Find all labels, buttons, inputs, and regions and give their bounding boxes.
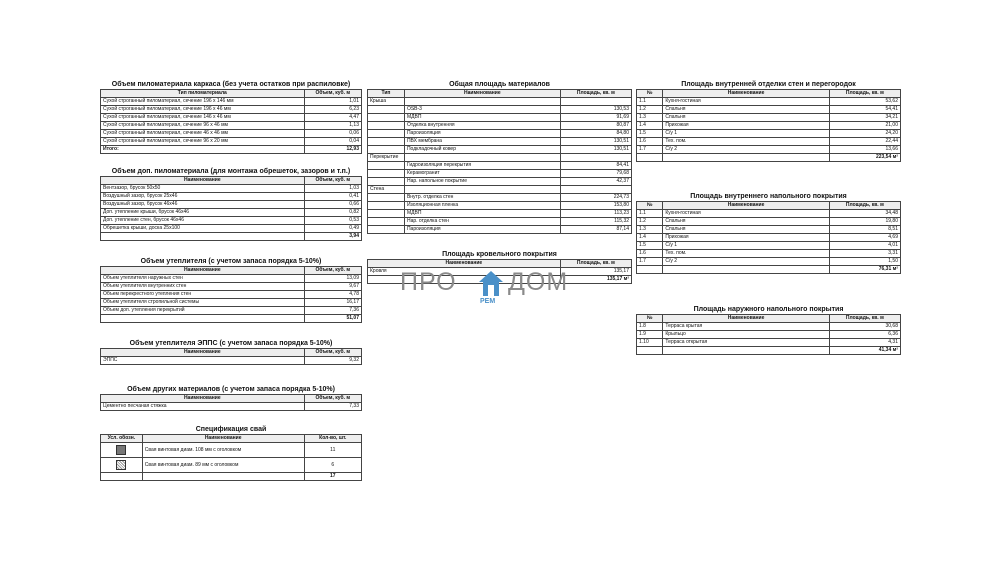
- table-cell: 9,67: [304, 283, 361, 291]
- table-cell: [560, 186, 631, 194]
- table-row: [637, 98, 901, 106]
- table-cell: Подкладочный ковер: [404, 146, 560, 154]
- table-cell: 1.7: [637, 258, 663, 266]
- table-cell: Объем утеплителя стропильной системы: [101, 299, 305, 307]
- table-cell: Объем доп. утепления перекрытий: [101, 307, 305, 315]
- col-header: Объем, куб. м: [304, 395, 361, 403]
- table-row: [101, 201, 362, 209]
- table-cell: 1.5: [637, 130, 663, 138]
- table-cell: Вентзазор, брусок 50х50: [101, 185, 305, 193]
- table-cell: 21,00: [829, 122, 900, 130]
- table-cell: Цементно песчаная стяжка: [101, 403, 305, 411]
- table-row: [637, 138, 901, 146]
- table-cell: Пароизоляция: [404, 130, 560, 138]
- table-cell: [368, 226, 405, 234]
- table-cell: 0,06: [304, 130, 361, 138]
- table-cell: 113,23: [560, 210, 631, 218]
- table-row: [101, 193, 362, 201]
- table-row: [637, 331, 901, 339]
- table-row: [637, 122, 901, 130]
- table-cell: МДВП: [404, 210, 560, 218]
- table-cell: [101, 315, 305, 323]
- table-cell: 4,69: [829, 234, 900, 242]
- table-row: [368, 226, 632, 234]
- table-cell: 13,66: [829, 146, 900, 154]
- materials-title: Общая площадь материалов: [449, 81, 550, 88]
- table-cell: 1.3: [637, 226, 663, 234]
- interior-floor-block: [636, 193, 901, 274]
- table-cell: 22,44: [829, 138, 900, 146]
- table-row: [368, 162, 632, 170]
- col-header: Объем, куб. м: [304, 90, 361, 98]
- exterior-floor-block: [636, 306, 901, 355]
- table-cell: Сухой строганный пиломатериал, сечение 196 х 46 мм: [101, 106, 305, 114]
- table-row: [637, 106, 901, 114]
- table-cell: 42,37: [560, 178, 631, 186]
- other-block: [100, 386, 362, 411]
- table-cell: С/у 2: [663, 146, 829, 154]
- exterior-floor-title: Площадь наружного напольного покрытия: [693, 306, 844, 313]
- col-header: Кол-во, шт.: [304, 435, 361, 443]
- table-cell: Сухой строганный пиломатериал, сечение 46 х 46 мм: [101, 130, 305, 138]
- table-cell: [637, 347, 663, 355]
- table-cell: Спальня: [663, 106, 829, 114]
- piles-table: [100, 434, 362, 481]
- table-cell: Керамогранит: [404, 170, 560, 178]
- col-header: Объем, куб. м: [304, 349, 361, 357]
- table-cell: [368, 218, 405, 226]
- table-cell: Кухня-гостиная: [663, 98, 829, 106]
- table-cell: 87,14: [560, 226, 631, 234]
- table-cell: [663, 154, 829, 162]
- table-cell: 16,17: [304, 299, 361, 307]
- table-cell: Спальня: [663, 226, 829, 234]
- table-cell: С/у 1: [663, 242, 829, 250]
- col-header: Объем, куб. м: [304, 267, 361, 275]
- table-cell: 4,47: [304, 114, 361, 122]
- insulation-table: [100, 266, 362, 323]
- table-cell: 1.3: [637, 114, 663, 122]
- col-header: Наименование: [663, 315, 829, 323]
- table-cell: [368, 130, 405, 138]
- table-cell: [368, 122, 405, 130]
- table-cell: Сухой строганный пиломатериал, сечение 196 х 146 мм: [101, 98, 305, 106]
- table-cell: Тех. пом.: [663, 250, 829, 258]
- pile-89-symbol-icon: [116, 460, 126, 470]
- table-cell: 1,50: [829, 258, 900, 266]
- other-table: [100, 394, 362, 411]
- col-header: Наименование: [101, 267, 305, 275]
- table-cell: Свая винтовая диам. 89 мм с оголовком: [142, 458, 304, 473]
- table-cell: [637, 266, 663, 274]
- table-cell: ПВХ мембрана: [404, 138, 560, 146]
- table-cell: Сухой строганный пиломатериал, сечение 146 х 46 мм: [101, 114, 305, 122]
- table-row: [368, 154, 632, 162]
- table-cell: 11: [304, 443, 361, 458]
- table-cell: 1,01: [304, 98, 361, 106]
- table-row: [101, 291, 362, 299]
- col-header: Площадь, кв. м: [829, 90, 900, 98]
- prodom-logo: [400, 268, 570, 312]
- table-cell: Свая винтовая диам. 108 мм с оголовком: [142, 443, 304, 458]
- table-row: [101, 122, 362, 130]
- col-header: Наименование: [142, 435, 304, 443]
- table-row: [101, 458, 362, 473]
- extra-lumber-block: [100, 168, 362, 241]
- table-cell: 1.5: [637, 242, 663, 250]
- col-header: Площадь, кв. м: [829, 315, 900, 323]
- table-cell: 0,04: [304, 138, 361, 146]
- table-row: [368, 218, 632, 226]
- col-header: №: [637, 202, 663, 210]
- table-cell: 153,80: [560, 202, 631, 210]
- table-cell: 9,32: [304, 357, 361, 365]
- table-cell: 0,66: [304, 201, 361, 209]
- lumber-title: Объем пиломатериала каркаса (без учета остатков при распиловке): [111, 81, 351, 88]
- table-cell: Изоляционная пленка: [404, 202, 560, 210]
- table-cell: 224,73: [560, 194, 631, 202]
- col-header: Усл. обозн.: [101, 435, 143, 443]
- table-cell: 1.10: [637, 339, 663, 347]
- table-cell: 1,13: [304, 122, 361, 130]
- table-cell: 3,94: [304, 233, 361, 241]
- table-cell: Доп. утепление стен, брусок 46х46: [101, 217, 305, 225]
- table-cell: Спальня: [663, 114, 829, 122]
- extra-lumber-title: Объем доп. пиломатериала (для монтажа обрешеток, зазоров и т.п.): [111, 168, 351, 175]
- table-cell: Гидроизоляция перекрытия: [404, 162, 560, 170]
- table-cell: OSB-3: [404, 106, 560, 114]
- table-row: [101, 283, 362, 291]
- table-cell: 8,51: [829, 226, 900, 234]
- table-row: [637, 130, 901, 138]
- table-cell: [368, 202, 405, 210]
- table-cell: 4,78: [304, 291, 361, 299]
- col-header: Площадь, кв. м: [829, 202, 900, 210]
- table-cell: [404, 154, 560, 162]
- col-header: Площадь, кв. м: [560, 90, 631, 98]
- col-header: Наименование: [368, 260, 561, 268]
- table-row: [101, 130, 362, 138]
- total-row: [101, 146, 362, 154]
- table-cell: 130,51: [560, 146, 631, 154]
- total-row: [101, 315, 362, 323]
- eps-block: [100, 340, 362, 365]
- table-cell: 4,01: [829, 242, 900, 250]
- table-cell: 84,41: [560, 162, 631, 170]
- table-row: [368, 114, 632, 122]
- table-cell: [663, 266, 829, 274]
- table-cell: Пароизоляция: [404, 226, 560, 234]
- table-cell: 80,87: [560, 122, 631, 130]
- table-row: [101, 106, 362, 114]
- table-cell: 7,36: [304, 307, 361, 315]
- table-cell: 53,62: [829, 98, 900, 106]
- table-row: [368, 122, 632, 130]
- table-cell: 13,09: [304, 275, 361, 283]
- table-cell: Прихожая: [663, 234, 829, 242]
- table-row: [368, 138, 632, 146]
- table-cell: 1,03: [304, 185, 361, 193]
- table-row: [637, 218, 901, 226]
- table-cell: [560, 98, 631, 106]
- total-row: [637, 347, 901, 355]
- table-row: [637, 242, 901, 250]
- table-row: [368, 186, 632, 194]
- table-row: [101, 209, 362, 217]
- table-row: [368, 178, 632, 186]
- table-row: [368, 170, 632, 178]
- table-cell: Сухой строганный пиломатериал, сечение 96 х 46 мм: [101, 122, 305, 130]
- table-cell: 1.9: [637, 331, 663, 339]
- eps-title: Объем утеплителя ЭППС (с учетом запаса порядка 5-10%): [129, 340, 333, 347]
- table-cell: Нар. отделка стен: [404, 218, 560, 226]
- table-cell: [368, 170, 405, 178]
- eps-table: [100, 348, 362, 365]
- table-row: [637, 258, 901, 266]
- table-cell: Прихожая: [663, 122, 829, 130]
- table-cell: Спальня: [663, 218, 829, 226]
- table-row: [368, 194, 632, 202]
- table-row: [101, 275, 362, 283]
- table-cell: 54,41: [829, 106, 900, 114]
- col-header: Наименование: [101, 349, 305, 357]
- table-cell: 84,80: [560, 130, 631, 138]
- total-row: [101, 233, 362, 241]
- table-cell: 91,69: [560, 114, 631, 122]
- table-row: [368, 130, 632, 138]
- table-cell: 130,53: [560, 106, 631, 114]
- total-row: [637, 266, 901, 274]
- table-cell: [368, 194, 405, 202]
- other-title: Объем других материалов (с учетом запаса порядка 5-10%): [127, 386, 335, 393]
- house-icon: [478, 270, 504, 298]
- insulation-block: [100, 258, 362, 323]
- table-cell: Крыша: [368, 98, 405, 106]
- table-cell: 1.8: [637, 323, 663, 331]
- table-row: [101, 98, 362, 106]
- table-cell: 41,34 м²: [829, 347, 900, 355]
- table-row: [368, 98, 632, 106]
- table-cell: 6: [304, 458, 361, 473]
- table-row: [637, 250, 901, 258]
- table-cell: 24,20: [829, 130, 900, 138]
- logo-left-text: ПРО: [400, 268, 457, 296]
- table-row: [637, 146, 901, 154]
- table-cell: Сухой строганный пиломатериал, сечение 96 х 20 мм: [101, 138, 305, 146]
- table-cell: [101, 233, 305, 241]
- table-cell: Обрешетка крыши, доска 25х100: [101, 225, 305, 233]
- table-cell: [663, 347, 829, 355]
- table-cell: ЭППС: [101, 357, 305, 365]
- table-cell: [368, 106, 405, 114]
- table-cell: [368, 146, 405, 154]
- table-row: [101, 357, 362, 365]
- lumber-table: [100, 89, 362, 154]
- table-cell: Крыльцо: [663, 331, 829, 339]
- interior-walls-block: [636, 81, 901, 162]
- table-row: [101, 217, 362, 225]
- table-row: [368, 106, 632, 114]
- table-cell: С/у 2: [663, 258, 829, 266]
- table-cell: 0,53: [304, 217, 361, 225]
- logo-right-text: ДОМ: [508, 268, 569, 296]
- table-cell: 1.6: [637, 138, 663, 146]
- logo-sub-text: РЕМ: [480, 298, 496, 305]
- table-cell: 34,21: [829, 114, 900, 122]
- table-row: [368, 146, 632, 154]
- col-header: Наименование: [101, 177, 305, 185]
- total-row: [101, 473, 362, 481]
- total-row: [637, 154, 901, 162]
- table-cell: 0,49: [304, 225, 361, 233]
- table-row: [101, 443, 362, 458]
- table-cell: Нар. напольное покрытие: [404, 178, 560, 186]
- table-cell: Кровля: [368, 268, 561, 276]
- table-cell: 1.6: [637, 250, 663, 258]
- col-header: Тип пиломатериала: [101, 90, 305, 98]
- table-cell: Объем утеплителя наружных стен: [101, 275, 305, 283]
- table-cell: [368, 178, 405, 186]
- table-row: [101, 307, 362, 315]
- table-row: [637, 210, 901, 218]
- col-header: Наименование: [101, 395, 305, 403]
- interior-floor-title: Площадь внутреннего напольного покрытия: [690, 193, 847, 200]
- lumber-block: [100, 81, 362, 154]
- table-cell: Доп. утепление крыши, брусок 46х46: [101, 209, 305, 217]
- table-row: [101, 225, 362, 233]
- table-cell: 7,33: [304, 403, 361, 411]
- table-cell: 51,07: [304, 315, 361, 323]
- table-cell: МДВП: [404, 114, 560, 122]
- col-header: №: [637, 315, 663, 323]
- interior-walls-table: [636, 89, 901, 162]
- table-cell: Внутр. отделка стен: [404, 194, 560, 202]
- table-row: [637, 339, 901, 347]
- table-cell: [404, 186, 560, 194]
- table-cell: 12,93: [304, 146, 361, 154]
- table-cell: 4,31: [829, 339, 900, 347]
- table-cell: 0,41: [304, 193, 361, 201]
- table-cell: 223,54 м²: [829, 154, 900, 162]
- materials-block: [367, 81, 632, 234]
- table-row: [101, 299, 362, 307]
- piles-title: Спецификация свай: [195, 426, 267, 433]
- table-cell: Стена: [368, 186, 405, 194]
- table-cell: 1.1: [637, 210, 663, 218]
- table-cell: Объем перекрестного утепления стен: [101, 291, 305, 299]
- table-cell: Воздушный зазор, брусок 46х46: [101, 201, 305, 209]
- insulation-title: Объем утеплителя (с учетом запаса порядка 5-10%): [140, 258, 322, 265]
- col-header: Площадь, кв. м: [560, 260, 631, 268]
- table-cell: Итого:: [101, 146, 305, 154]
- table-cell: [560, 154, 631, 162]
- table-cell: 3,31: [829, 250, 900, 258]
- piles-block: [100, 426, 362, 481]
- table-cell: 1.1: [637, 98, 663, 106]
- pile-108-symbol-icon: [116, 445, 126, 455]
- table-cell: 34,48: [829, 210, 900, 218]
- table-cell: [101, 443, 143, 458]
- table-cell: 17: [304, 473, 361, 481]
- interior-walls-title: Площадь внутренней отделки стен и перегородок: [681, 81, 856, 88]
- table-row: [101, 138, 362, 146]
- col-header: Тип: [368, 90, 405, 98]
- table-cell: [101, 458, 143, 473]
- table-cell: 135,17 м²: [560, 276, 631, 284]
- table-cell: 1.4: [637, 234, 663, 242]
- table-cell: 135,17: [560, 268, 631, 276]
- table-cell: [368, 138, 405, 146]
- col-header: Наименование: [663, 202, 829, 210]
- table-cell: 115,32: [560, 218, 631, 226]
- table-row: [637, 226, 901, 234]
- table-cell: Тех. пом.: [663, 138, 829, 146]
- table-row: [368, 210, 632, 218]
- table-cell: [101, 473, 143, 481]
- table-cell: 1.2: [637, 218, 663, 226]
- table-cell: 130,51: [560, 138, 631, 146]
- extra-lumber-table: [100, 176, 362, 241]
- table-cell: С/у 1: [663, 130, 829, 138]
- table-cell: Кухня-гостиная: [663, 210, 829, 218]
- col-header: Объем, куб. м: [304, 177, 361, 185]
- table-cell: 1.7: [637, 146, 663, 154]
- roofing-title: Площадь кровельного покрытия: [442, 251, 557, 258]
- interior-floor-table: [636, 201, 901, 274]
- table-cell: [368, 114, 405, 122]
- table-cell: 0,82: [304, 209, 361, 217]
- table-cell: [368, 162, 405, 170]
- table-row: [637, 114, 901, 122]
- table-row: [637, 234, 901, 242]
- table-row: [637, 323, 901, 331]
- table-cell: 6,23: [304, 106, 361, 114]
- table-cell: Перекрытие: [368, 154, 405, 162]
- table-cell: Отделка внутренняя: [404, 122, 560, 130]
- table-cell: 79,68: [560, 170, 631, 178]
- table-cell: 1.4: [637, 122, 663, 130]
- table-cell: 6,36: [829, 331, 900, 339]
- col-header: Наименование: [404, 90, 560, 98]
- col-header: Наименование: [663, 90, 829, 98]
- table-cell: [368, 210, 405, 218]
- table-row: [101, 185, 362, 193]
- table-cell: [637, 154, 663, 162]
- table-cell: 30,68: [829, 323, 900, 331]
- table-cell: Воздушный зазор, брусок 25х46: [101, 193, 305, 201]
- table-row: [101, 403, 362, 411]
- table-cell: Терраса крытая: [663, 323, 829, 331]
- table-cell: Объем утеплителя внутренних стен: [101, 283, 305, 291]
- table-row: [368, 202, 632, 210]
- table-cell: 19,80: [829, 218, 900, 226]
- table-cell: [404, 98, 560, 106]
- materials-table: [367, 89, 632, 234]
- table-cell: 1.2: [637, 106, 663, 114]
- table-cell: [142, 473, 304, 481]
- table-cell: 76,31 м²: [829, 266, 900, 274]
- col-header: №: [637, 90, 663, 98]
- table-row: [101, 114, 362, 122]
- table-cell: Терраса открытая: [663, 339, 829, 347]
- exterior-floor-table: [636, 314, 901, 355]
